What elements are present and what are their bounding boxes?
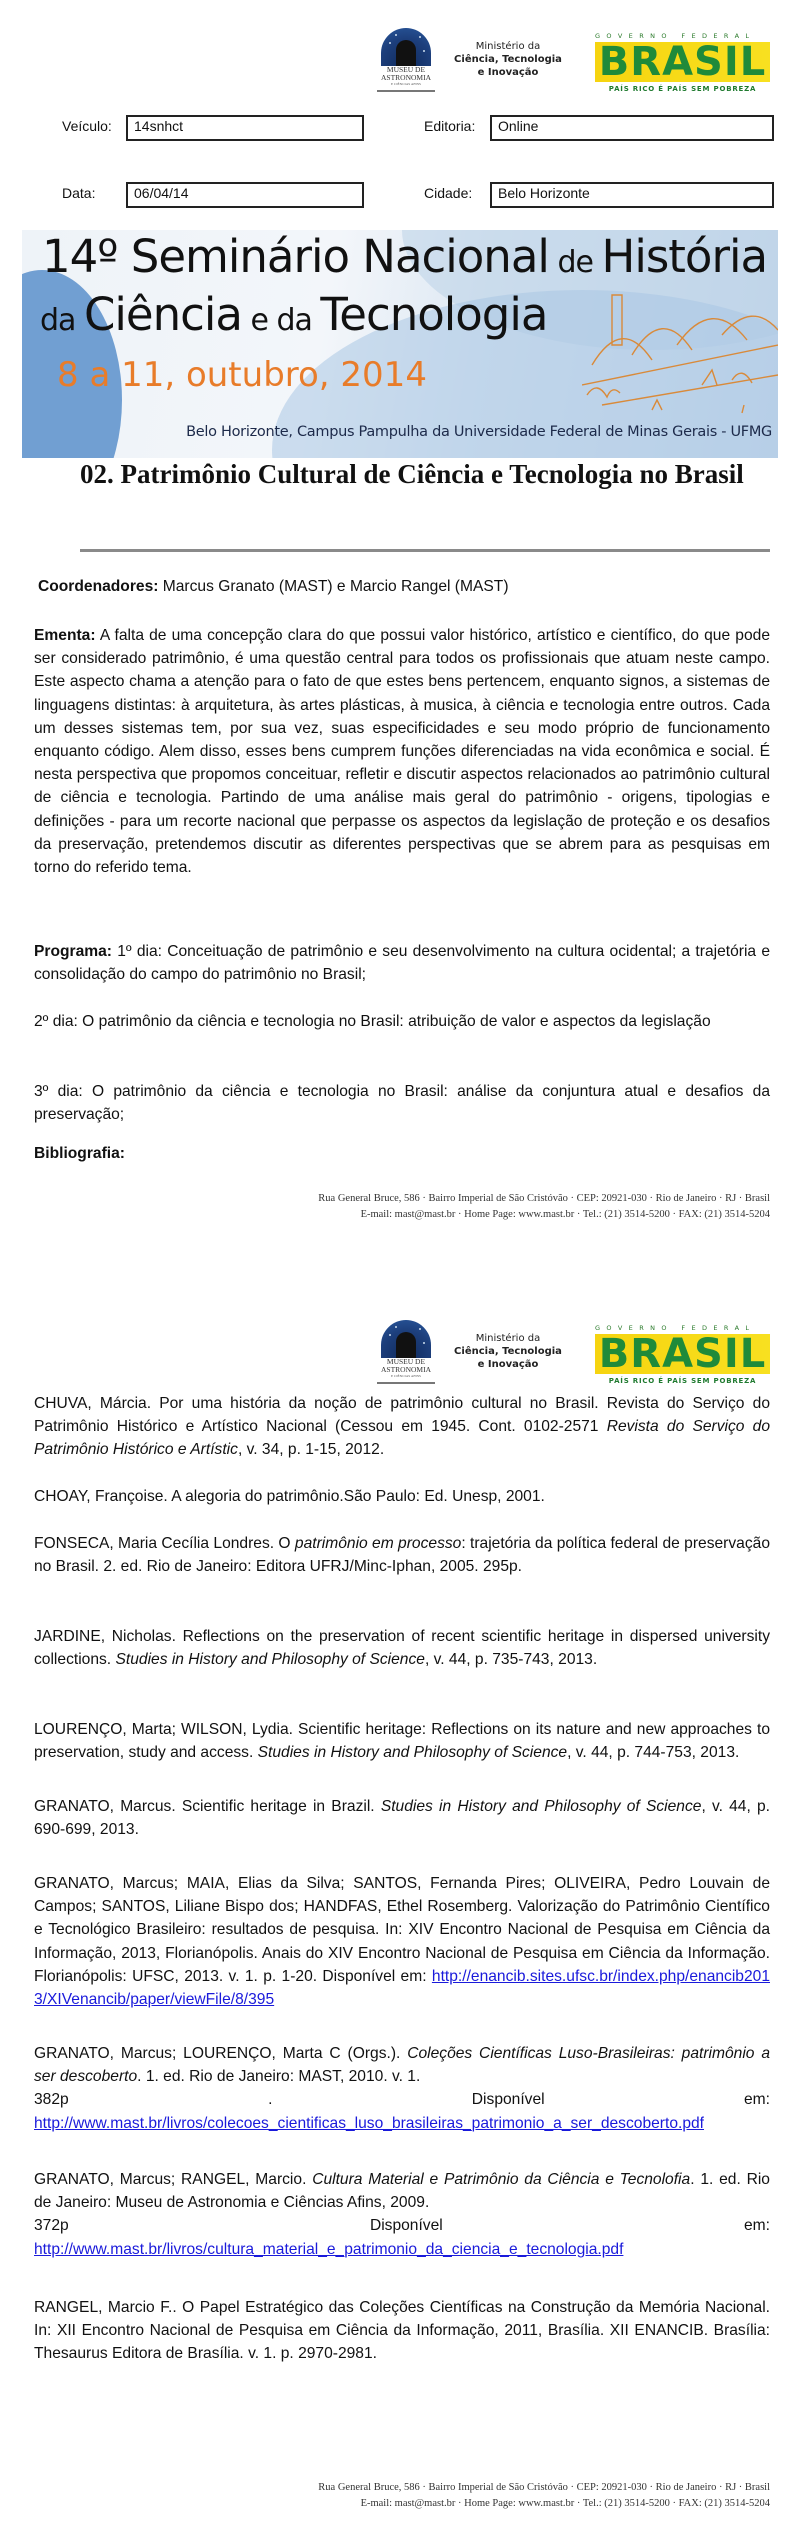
title-divider [80,549,770,552]
programa-label: Programa: [34,943,112,960]
banner-dates: 8 a 11, outubro, 2014 [57,355,427,395]
architecture-sketch-icon [582,285,778,425]
veiculo-field: 14snhct [126,115,364,141]
ministry-line3: e Inovação [477,1359,539,1370]
bib-link[interactable]: http://www.mast.br/livros/cultura_material_e_patrimonio_da_ciencia_e_tecnologia.pdf [34,2240,624,2258]
footer-contact: E-mail: mast@mast.br · Home Page: www.mast.br · Tel.: (21) 3514-5200 · FAX: (21) 3514-5204 [360,1209,770,1220]
coord-value: Marcus Granato (MAST) e Marcio Rangel (MAST) [158,578,509,595]
programa-day2: 2º dia: O patrimônio da ciência e tecnologia no Brasil: atribuição de valor e aspectos da legislação [34,1013,711,1030]
observatory-dome-icon [381,1320,431,1358]
cidade-field: Belo Horizonte [490,182,774,208]
logo-header-page2 [375,1318,775,1388]
data-field: 06/04/14 [126,182,364,208]
ministry-logo [453,40,563,79]
mast-logo-line2: ASTRONOMIA [380,73,431,82]
mast-logo-line1: MUSEU DE [386,1357,426,1366]
bib-entry: GRANATO, Marcus. Scientific heritage in Brazil. Studies in History and Philosophy of Science, v. 44, p. 690-699, 2013. [34,1798,770,1839]
programa-day3: 3º dia: O patrimônio da ciência e tecnologia no Brasil: análise da conjuntura atual e desafios da preservação; [34,1083,770,1124]
gov-logo-word: BRASIL [598,1331,767,1377]
bib-entry: CHOAY, Françoise. A alegoria do patrimônio.São Paulo: Ed. Unesp, 2001. [34,1488,545,1505]
gov-logo-top: GOVERNO FEDERAL [595,32,756,40]
page2-footer [170,2480,770,2512]
data-label: Data: [62,185,96,201]
coord-label: Coordenadores: [38,578,159,595]
observatory-dome-icon [381,28,431,66]
bib-entry: RANGEL, Marcio F.. O Papel Estratégico das Coleções Científicas na Construção da Memória Nacional. In: XII Encontro Nacional de Pesquisa em Ciência da Informação, 2011, Brasília. XII ENANCIB. Brasília: Thesaurus Editora de Brasília. v. 1. p. 2970-2981. [34,2299,770,2363]
bib-entry: LOURENÇO, Marta; WILSON, Lydia. Scientific heritage: Reflections on its nature and new approaches to preservation, study and access. Studies in History and Philosophy of Science, v. 44, p. 744-753, 2013. [34,1721,770,1762]
bib-link[interactable]: http://enancib.sites.ufsc.br/index.php/enancib2013/XIVenancib/paper/viewFile/8/395 [34,1967,770,2009]
footer-contact: E-mail: mast@mast.br · Home Page: www.mast.br · Tel.: (21) 3514-5200 · FAX: (21) 3514-5204 [360,2498,770,2509]
ministry-line2: Ciência, Tecnologia [454,1346,562,1357]
programa-day1: 1º dia: Conceituação de patrimônio e seu desenvolvimento na cultura ocidental; a trajetória e consolidação do campo do patrimônio no Brasil; [34,943,770,984]
gov-logo-slogan: PAÍS RICO É PAÍS SEM POBREZA [608,85,757,93]
ministry-line1: Ministério da [475,41,541,52]
ministry-line1: Ministério da [475,1333,541,1344]
cidade-label: Cidade: [424,185,473,201]
bib-entry: CHUVA, Márcia. Por uma história da noção de patrimônio cultural no Brasil. Revista do Serviço do Patrimônio Histórico e Artístico Nacional (Cessou em 1945. Cont. 0102-2571 Revista do Serviço do Patrimônio Histórico e Artístic, v. 34, p. 1-15, 2012. [34,1395,770,1459]
mast-logo-line3: E CIÊNCIAS AFINS [391,1374,421,1378]
governo-federal-logo [595,32,770,94]
gov-logo-slogan: PAÍS RICO É PAÍS SEM POBREZA [608,1377,757,1385]
programa-paragraph [34,940,770,986]
ministry-logo [453,1332,563,1371]
banner-title-line2: da Ciência e da Tecnologia [40,288,548,341]
editoria-label: Editoria: [424,118,476,134]
gov-logo-top: GOVERNO FEDERAL [595,1324,756,1332]
bib-entry: GRANATO, Marcus; MAIA, Elias da Silva; SANTOS, Fernanda Pires; OLIVEIRA, Pedro Louvain de Campos; SANTOS, Liliane Bispo dos; HANDFAS, Ethel Rosemberg. Valorização do Patrimônio Científico e Tecnológico Brasileiro: resultados de pesquisa. In: XIV Encontro Nacional de Pesquisa em Ciência da Informação, 2013, Florianópolis. Anais do XIV Encontro Nacional de Pesquisa em Ciência da Informação. Florianópolis: UFSC, 2013. v. 1. p. 1-20. Disponível em: http://enancib.sites.ufsc.br/index.php/enancib2013/XIVenancib/paper/viewFile/8/395 [34,1875,770,2009]
coordinators [38,578,509,596]
banner-title-line1: 14º Seminário Nacional de História [42,230,768,283]
bib-entry: GRANATO, Marcus; RANGEL, Marcio. Cultura Material e Patrimônio da Ciência e Tecnolofia. 1. ed. Rio de Janeiro: Museu de Astronomia e Ciências Afins, 2009. 372p Disponível em: http://www.mast.br/livros/cultura_material_e_patrimonio_da_ciencia_e_tecnologia.pdf [34,2171,770,2258]
logo-header [375,26,775,96]
ementa-label: Ementa: [34,627,96,644]
veiculo-label: Veículo: [62,118,112,134]
section-title: 02. Patrimônio Cultural de Ciência e Tecnologia no Brasil [80,459,744,489]
mast-logo-line3: E CIÊNCIAS AFINS [391,82,421,86]
governo-federal-logo [595,1324,770,1386]
ministry-line3: e Inovação [477,67,539,78]
ementa-text: A falta de uma concepção clara do que possui valor histórico, artístico e científico, do que pode ser considerado patrimônio, é uma questão central para todos os profissionais que atuam neste campo. Este aspecto chama a atenção para o fato de que estes bens pertencem, enquanto signos, a sistemas de linguagens distintas: à arquitetura, às artes plásticas, à musica, à ciência e tecnologia entre outros. Cada um desses sistemas tem, por sua vez, suas especificidades e seu modo próprio de funcionamento enquanto código. Alem disso, esses bens cumprem funções diferenciadas na vida econômica e social. É nesta perspectiva que propomos conceituar, refletir e discutir aspectos relacionados ao patrimônio cultural de ciência e tecnologia. Partindo de uma análise mais geral do patrimônio - origens, tipologias e definições - para um recorte nacional que perpasse os aspectos da legislação de proteção e os desafios da preservação, pretendemos discutir as diferentes perspectivas que se abrem para as pesquisas em torno do referido tema. [34,627,770,877]
mast-logo [375,1318,437,1388]
gov-logo-word: BRASIL [598,39,767,85]
bib-entry: JARDINE, Nicholas. Reflections on the preservation of recent scientific heritage in dispersed university collections. Studies in History and Philosophy of Science, v. 44, p. 735-743, 2013. [34,1628,770,1669]
seminar-banner [22,230,778,458]
footer-address: Rua General Bruce, 586 · Bairro Imperial de São Cristóvão · CEP: 20921-030 · Rio de Janeiro · RJ · Brasil [318,2482,770,2493]
mast-logo-line2: ASTRONOMIA [380,1365,431,1374]
editoria-field: Online [490,115,774,141]
mast-logo [375,26,437,96]
bibliografia-heading: Bibliografia: [34,1145,125,1162]
page1-footer [170,1191,770,1223]
ementa-paragraph [34,624,770,879]
mast-logo-line1: MUSEU DE [386,65,426,74]
bib-entry: GRANATO, Marcus; LOURENÇO, Marta C (Orgs.). Coleções Científicas Luso-Brasileiras: patrimônio a ser descoberto. 1. ed. Rio de Janeiro: MAST, 2010. v. 1. 382p . Disponível em: http://www.mast.br/livros/colecoes_cientificas_luso_brasileiras_patrimonio_a_ser_descoberto.pdf [34,2045,771,2132]
ministry-line2: Ciência, Tecnologia [454,54,562,65]
banner-place: Belo Horizonte, Campus Pampulha da Universidade Federal de Minas Gerais - UFMG [186,424,772,440]
bib-link[interactable]: http://www.mast.br/livros/colecoes_cientificas_luso_brasileiras_patrimonio_a_ser_descoberto.pdf [34,2114,704,2132]
bib-entry: FONSECA, Maria Cecília Londres. O patrimônio em processo: trajetória da política federal de preservação no Brasil. 2. ed. Rio de Janeiro: Editora UFRJ/Minc-Iphan, 2005. 295p. [34,1535,770,1576]
footer-address: Rua General Bruce, 586 · Bairro Imperial de São Cristóvão · CEP: 20921-030 · Rio de Janeiro · RJ · Brasil [318,1193,770,1204]
